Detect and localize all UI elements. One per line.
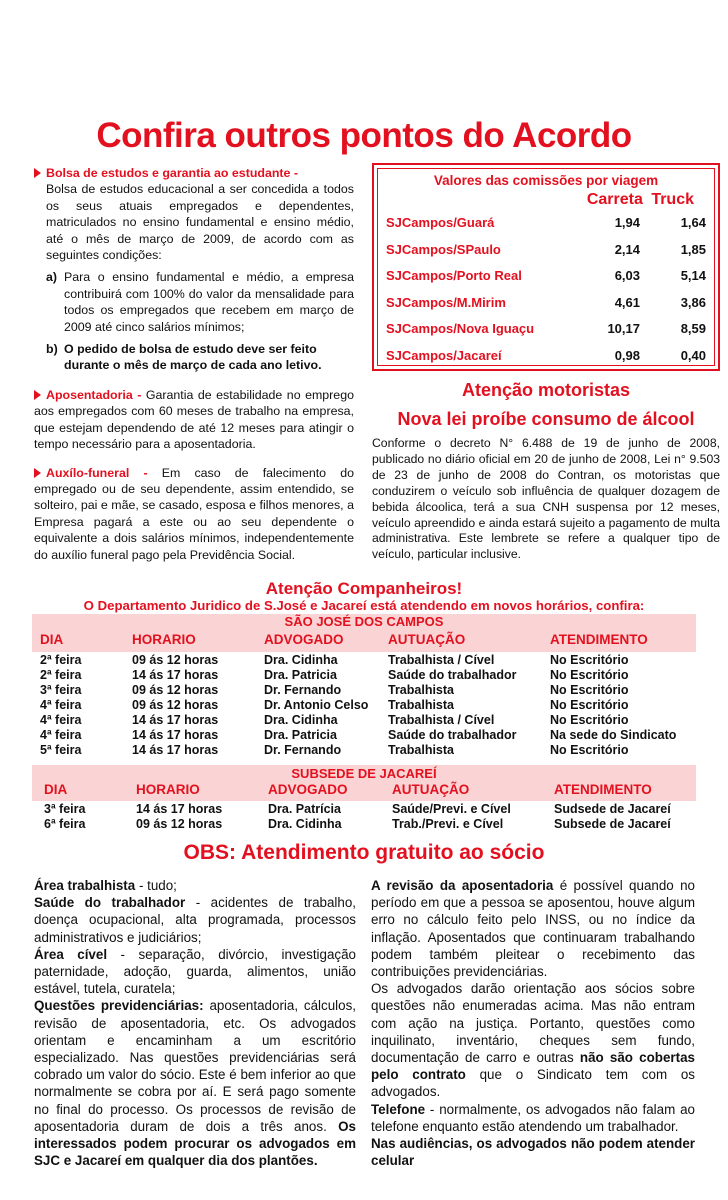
schedule-cell: 3ª feira: [44, 802, 86, 816]
truck-value: 0,40: [680, 347, 706, 363]
carreta-value: 2,14: [614, 241, 640, 257]
col-truck: Truck: [651, 191, 694, 208]
auxilio-heading: Auxílo-funeral -: [46, 465, 148, 480]
carreta-value: 6,03: [614, 268, 640, 283]
schedule-cell: Trabalhista / Cível: [388, 653, 495, 667]
schedule-cell: Dra. Patrícia: [268, 802, 341, 816]
obs-orientacao-text2: que o Sindicato tem com os advogados.: [371, 1067, 695, 1100]
bullet-arrow-icon: [34, 390, 41, 400]
schedule-cell: Dr. Fernando: [264, 743, 342, 757]
schedule-cell: No Escritório: [550, 713, 629, 727]
schedule-cell: Saúde/Previ. e Cível: [392, 802, 511, 816]
schedule-cell: Trabalhista: [388, 683, 454, 697]
schedule-cell: Saúde do trabalhador: [388, 728, 517, 742]
commissions-box: [372, 163, 720, 371]
obs-civel-text: - separação, divórcio, investigação paternidade, adoção, guarda, alimentos, união estável, tutela, curatela;: [34, 946, 356, 997]
schedule-cell: Trab./Previ. e Cível: [392, 817, 504, 831]
obs-orientacao: [371, 980, 695, 1100]
schedule-cell: Sudsede de Jacareí: [554, 802, 671, 816]
obs-trabalhista-label: Área trabalhista: [34, 878, 136, 893]
obs-revisao-text: é possível quando no período em que a pessoa se aposentou, houve algum erro no cálculo feito pelo INSS, ou no índice da inflação. Aposentados que continuaram trabalhando podem também pleitear o recebimento das contribuições previdenciárias.: [371, 878, 696, 980]
col-carreta: Carreta: [586, 191, 643, 208]
truck-value: 5,14: [680, 268, 706, 283]
schedule-cell: No Escritório: [550, 698, 629, 712]
sjc-header-band: [32, 614, 696, 652]
th-horario: HORARIO: [136, 782, 200, 797]
schedule-cell: Subsede de Jacareí: [554, 817, 671, 831]
obs-heading: OBS: Atendimento gratuito ao sócio: [183, 841, 545, 864]
obs-left-column: [34, 877, 356, 1169]
obs-telefone: [371, 1101, 695, 1135]
companheiros-subheading: O Departamento Juridico de S.José e Jacareí está atendendo em novos horários, confira:: [83, 598, 645, 613]
obs-previdenciarias: [34, 997, 356, 1169]
carreta-value: 10,17: [607, 321, 640, 336]
schedule-cell: 14 ás 17 horas: [132, 728, 219, 742]
schedule-cell: Trabalhista / Cível: [388, 713, 495, 727]
bolsa-item-a: [46, 269, 354, 335]
obs-trabalhista-text: - tudo;: [135, 878, 177, 893]
commissions-title: Valores das comissões por viagem: [433, 173, 659, 188]
schedule-cell: No Escritório: [550, 668, 629, 682]
schedule-cell: 14 ás 17 horas: [136, 802, 223, 816]
th-autuacao: AUTUAÇÃO: [388, 632, 466, 647]
schedule-cell: 09 ás 12 horas: [136, 817, 223, 831]
obs-orientacao-text: Os advogados darão orientação aos sócios sobre questões não enumeradas acima. Mas não entram com ação na justiça. Portanto, questões como inquilinato, inventário, cheques sem fundo, documentação de carro e outras: [371, 981, 695, 1066]
obs-telefone-label: Telefone: [371, 1101, 426, 1117]
schedule-cell: Dr. Antonio Celso: [264, 698, 369, 712]
carreta-value: 4,61: [614, 294, 640, 310]
route-label: SJCampos/M.Mirim: [386, 294, 506, 310]
obs-orientacao-bold: não são cobertas pelo contrato: [371, 1050, 695, 1083]
obs-right-column: [371, 877, 695, 1169]
item-a-text: Para o ensino fundamental e médio, a empresa contribuirá com 100% do valor da mensalidade para todos os empregados que recebem em março de 2009 até cinco salários mínimos;: [64, 270, 354, 334]
item-b-text: O pedido de bolsa de estudo deve ser feito durante o mês de março de cada ano letivo.: [64, 342, 322, 373]
truck-value: 8,59: [680, 321, 706, 336]
bolsa-section: [34, 165, 354, 374]
schedule-cell: 4ª feira: [40, 728, 82, 742]
obs-saude-label: Saúde do trabalhador: [34, 895, 186, 911]
th-advogado: ADVOGADO: [268, 782, 348, 797]
schedule-cell: Dra. Cidinha: [264, 713, 338, 727]
left-column: [34, 165, 354, 563]
item-a-label: a): [46, 270, 58, 285]
obs-audiencias: Nas audiências, os advogados não podem atender celular: [371, 1136, 695, 1169]
auxilio-text: Em caso de falecimento do empregado ou de seu dependente, assim entendido, se solteiro, pai e mãe, se casado, esposa e filhos menores, a Empresa pagará a este ou ao seu dependente o equivalente a dois salários mínimos, independentemente do auxílio funeral pago pela Previdência Social.: [34, 465, 354, 562]
th-advogado: ADVOGADO: [264, 632, 344, 647]
th-dia: DIA: [44, 782, 68, 797]
schedule-cell: Saúde do trabalhador: [388, 668, 517, 682]
th-atendimento: ATENDIMENTO: [550, 632, 648, 647]
obs-civel: [34, 946, 356, 998]
obs-revisao-label: A revisão da aposentadoria: [371, 878, 554, 893]
obs-telefone-text: - normalmente, os advogados não falam ao telefone enquanto estão atendendo um trabalhador.: [371, 1101, 695, 1134]
page-title: Confira outros pontos do Acordo: [96, 116, 632, 155]
schedule-cell: 3ª feira: [40, 683, 82, 697]
motoristas-text: Conforme o decreto N° 6.488 de 19 de junho de 2008, publicado no diário oficial em 20 de junho de 2008, Lei n° 9.503 de 23 de junho de 2008 do Contran, os motoristas que conduzirem o veículo sob influência de qualquer dozagem de bebida álcoolica, terá a sua CNH suspensa por 12 meses, veículo apreendido e ainda estará sujeito a pagamento de multa administrativa. Este lembrete se refere a qualquer tipo de veículo, particular inclusive.: [372, 436, 720, 562]
route-label: SJCampos/Porto Real: [386, 268, 522, 283]
th-autuacao: AUTUAÇÃO: [392, 782, 470, 797]
schedule-cell: 2ª feira: [40, 653, 82, 667]
schedule-cell: 4ª feira: [40, 713, 82, 727]
carreta-value: 0,98: [614, 347, 640, 363]
bolsa-text: Bolsa de estudos educacional a ser concedida a todos os seus atuais empregados e dependentes, matriculados no ensino fundamental e ensino médio, até o mês de março de 2009, de acordo com as seguintes condições:: [46, 182, 354, 263]
obs-previd-bold: Os interessados podem procurar os advogados em SJC e Jacareí em qualquer dia dos plantões.: [34, 1118, 356, 1169]
obs-saude-text: - acidentes de trabalho, doença ocupacional, alta programada, processos administrativos e judiciários;: [34, 895, 357, 945]
schedule-cell: 14 ás 17 horas: [132, 743, 219, 757]
schedule-cell: Dra. Cidinha: [268, 817, 342, 831]
bullet-arrow-icon: [34, 468, 41, 478]
carreta-value: 1,94: [614, 215, 640, 230]
schedule-cell: Dr. Fernando: [264, 683, 342, 697]
schedule-cell: No Escritório: [550, 743, 629, 757]
route-label: SJCampos/SPaulo: [386, 241, 501, 257]
motoristas-heading: Atenção motoristas: [461, 380, 631, 400]
auxilio-funeral-section: [34, 465, 354, 563]
th-dia: DIA: [40, 632, 64, 647]
schedule-cell: Trabalhista: [388, 698, 454, 712]
bullet-arrow-icon: [34, 168, 41, 178]
aposentadoria-text: Garantia de estabilidade no emprego aos empregados com 60 meses de trabalho na empresa, que estejam dependendo de até 12 meses para atingir o tempo necessário para a aposentadoria.: [34, 387, 354, 452]
bolsa-item-b: [46, 341, 354, 374]
truck-value: 1,85: [680, 241, 706, 257]
th-atendimento: ATENDIMENTO: [554, 782, 652, 797]
schedule-cell: 5ª feira: [40, 743, 82, 757]
jac-title: SUBSEDE DE JACAREÍ: [291, 766, 437, 781]
bolsa-heading: Bolsa de estudos e garantia ao estudante -: [46, 166, 299, 180]
aposentadoria-section: [34, 387, 354, 453]
route-label: SJCampos/Jacareí: [386, 347, 502, 363]
sjc-title: SÃO JOSÉ DOS CAMPOS: [284, 614, 444, 629]
obs-civel-label: Área cível: [34, 946, 108, 962]
schedule-cell: No Escritório: [550, 653, 629, 667]
jac-header-band: [32, 765, 696, 801]
route-label: SJCampos/Nova Iguaçu: [386, 321, 535, 336]
schedule-cell: 14 ás 17 horas: [132, 668, 219, 682]
obs-previd-text: aposentadoria, cálculos, revisão de aposentadoria, etc. Os advogados orientam e encaminham a um escritório especializado. Nas questões previdenciárias será cobrado um valor do sócio. Este é bem inferior ao que normalmente se cobra por aí. E será pago somente no final do processo. Os processos de revisão de aposentadoria duram de dois a três anos.: [34, 998, 356, 1134]
schedule-cell: 6ª feira: [44, 817, 86, 831]
commissions-box-inner: [377, 168, 715, 366]
motoristas-subheading: Nova lei proíbe consumo de álcool: [397, 409, 695, 429]
route-label: SJCampos/Guará: [386, 215, 495, 230]
schedule-cell: Trabalhista: [388, 743, 454, 757]
aposentadoria-heading: Aposentadoria -: [46, 387, 142, 402]
schedule-cell: 14 ás 17 horas: [132, 713, 219, 727]
schedule-cell: 09 ás 12 horas: [132, 683, 219, 697]
schedule-cell: Na sede do Sindicato: [550, 728, 677, 742]
schedule-cell: Dra. Patricia: [264, 728, 337, 742]
truck-value: 3,86: [680, 294, 706, 310]
schedule-cell: 09 ás 12 horas: [132, 698, 219, 712]
schedule-cell: 2ª feira: [40, 668, 82, 682]
obs-revisao: [371, 877, 695, 980]
schedule-cell: 4ª feira: [40, 698, 82, 712]
truck-value: 1,64: [680, 215, 706, 230]
schedule-cell: Dra. Cidinha: [264, 653, 338, 667]
obs-trabalhista: [34, 877, 356, 894]
companheiros-heading: Atenção Companheiros!: [265, 579, 463, 598]
schedule-cell: No Escritório: [550, 683, 629, 697]
item-b-label: b): [46, 342, 58, 357]
th-horario: HORARIO: [132, 632, 196, 647]
schedule-cell: Dra. Patricia: [264, 668, 337, 682]
obs-saude: [34, 894, 356, 946]
obs-previd-label: Questões previdenciárias:: [34, 998, 204, 1014]
schedule-cell: 09 ás 12 horas: [132, 653, 219, 667]
commissions-col-headers: [587, 191, 694, 209]
